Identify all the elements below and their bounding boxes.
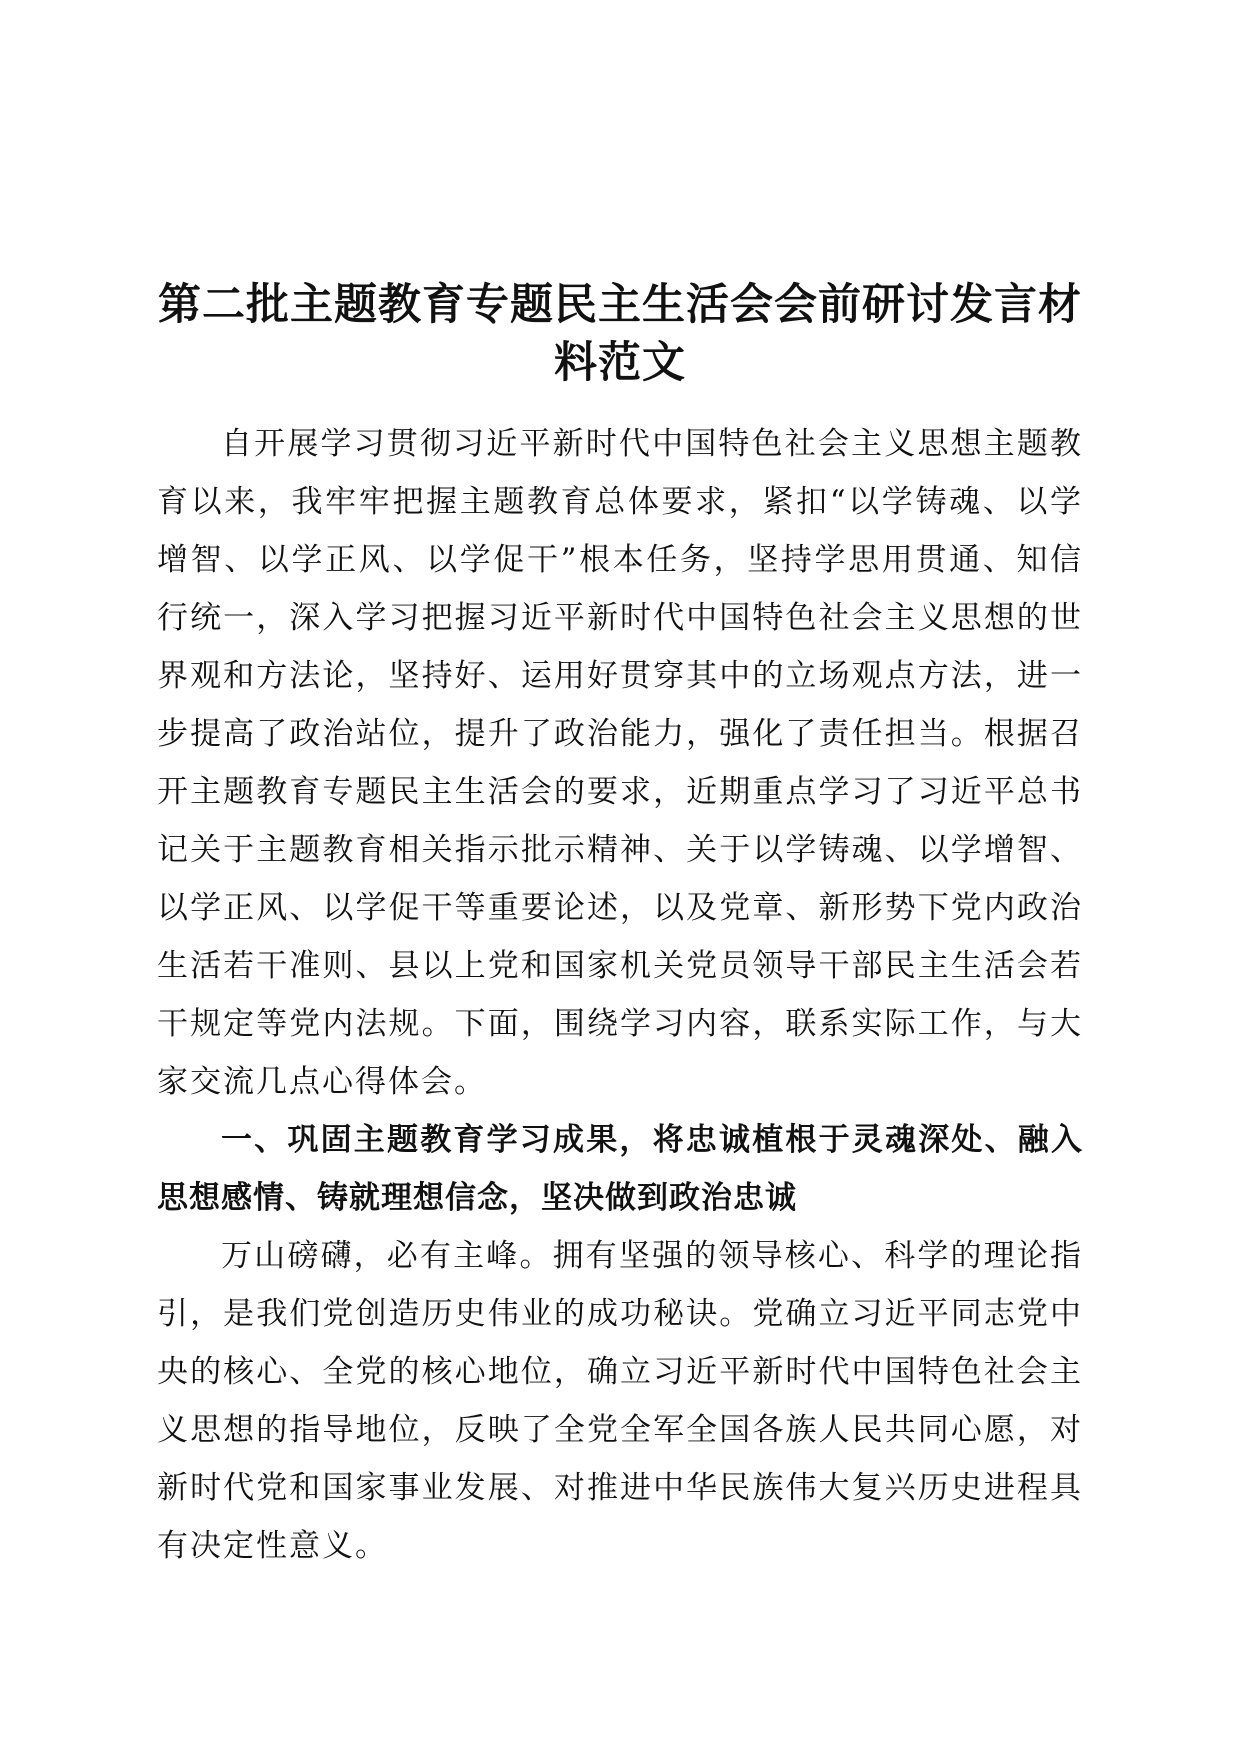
section-1-paragraph: 万山磅礴，必有主峰。拥有坚强的领导核心、科学的理论指引，是我们党创造历史伟业的成功秘诀。党确立习近平同志党中央的核心、全党的核心地位，确立习近平新时代中国特色社会主义思想的指导地位，反映了全党全军全国各族人民共同心愿，对新时代党和国家事业发展、对推进中华民族伟大复兴历史进程具有决定性意义。	[157, 1238, 1083, 1564]
document-body	[157, 415, 1083, 1575]
intro-paragraph: 自开展学习贯彻习近平新时代中国特色社会主义思想主题教育以来，我牢牢把握主题教育总体要求，紧扣“以学铸魂、以学增智、以学正风、以学促干”根本任务，坚持学思用贯通、知信行统一，深入学习把握习近平新时代中国特色社会主义思想的世界观和方法论，坚持好、运用好贯穿其中的立场观点方法，进一步提高了政治站位，提升了政治能力，强化了责任担当。根据召开主题教育专题民主生活会的要求，近期重点学习了习近平总书记关于主题教育相关指示批示精神、关于以学铸魂、以学增智、以学正风、以学促干等重要论述，以及党章、新形势下党内政治生活若干准则、县以上党和国家机关党员领导干部民主生活会若干规定等党内法规。下面，围绕学习内容，联系实际工作，与大家交流几点心得体会。	[157, 426, 1083, 1100]
document-title: 第二批主题教育专题民主生活会会前研讨发言材料范文	[158, 280, 1082, 388]
section-heading-1: 一、巩固主题教育学习成果，将忠诚植根于灵魂深处、融入思想感情、铸就理想信念，坚决做到政治忠诚	[157, 1122, 1083, 1216]
